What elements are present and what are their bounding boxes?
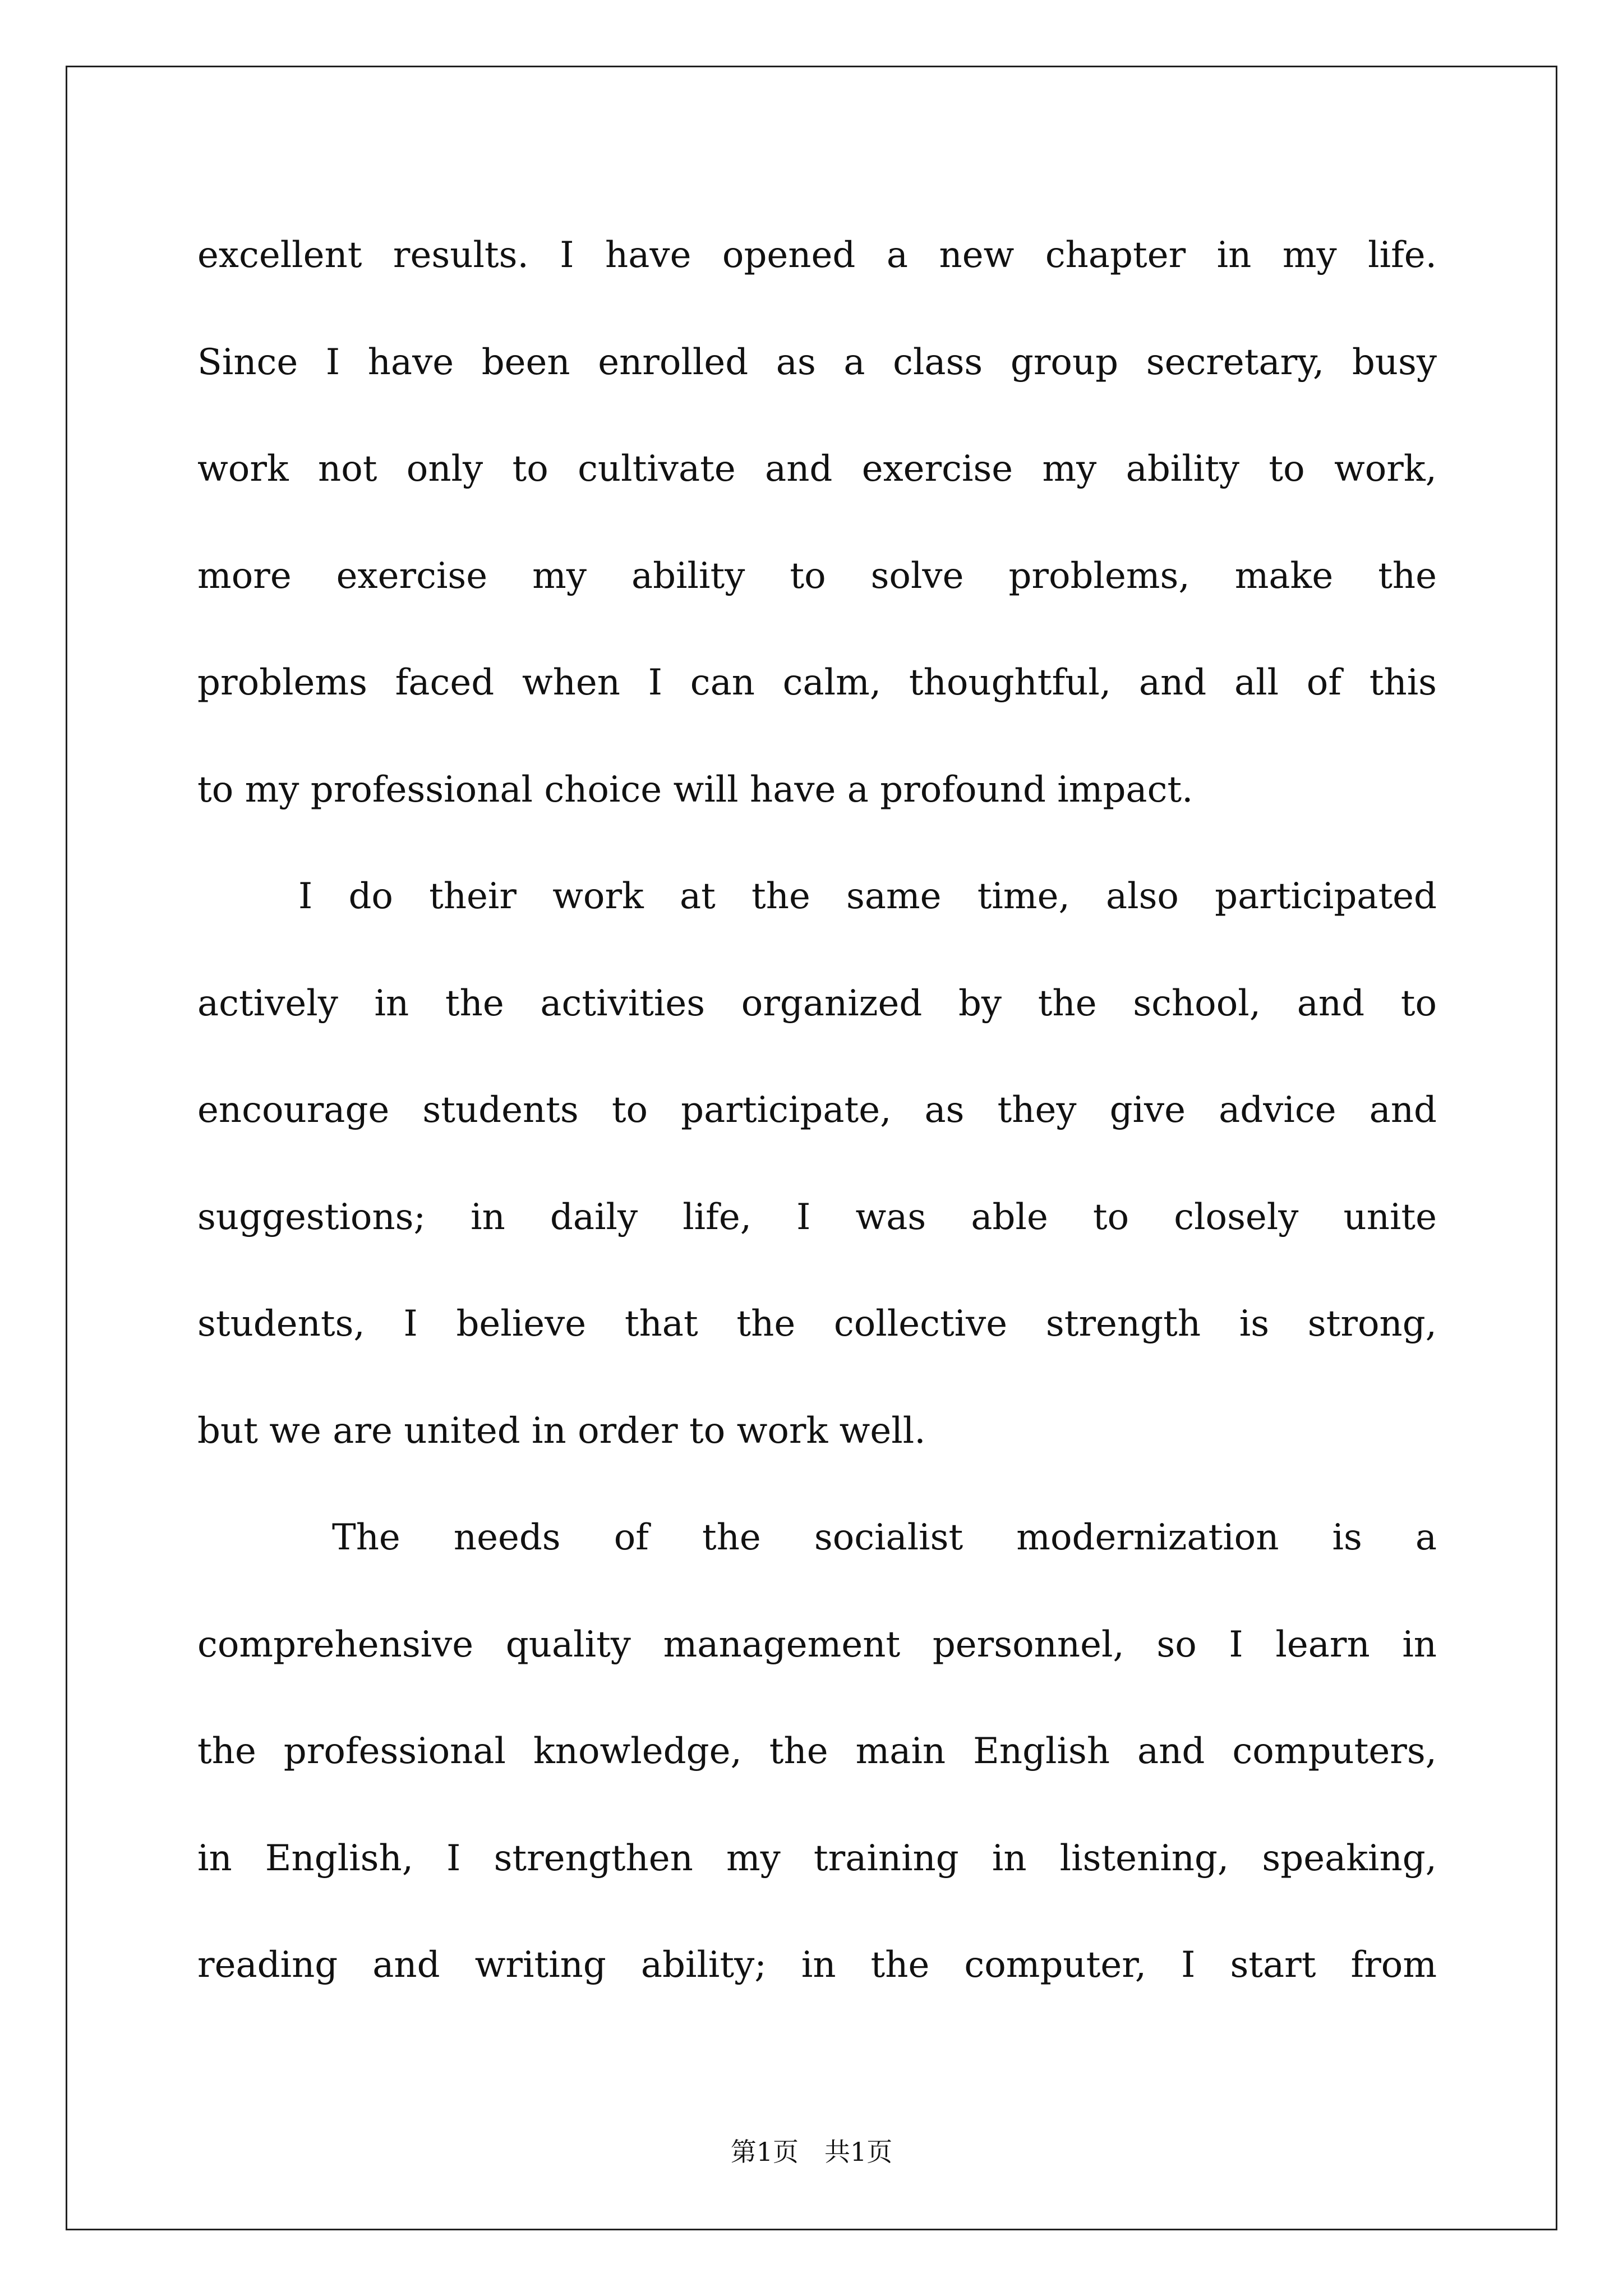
- text-line: problems faced when I can calm, thoughtful, and all of this: [197, 662, 1437, 703]
- text-line: I do their work at the same time, also participated: [298, 876, 1437, 917]
- page-number-label: 第1页: [730, 2137, 799, 2167]
- text-line: but we are united in order to work well.: [197, 1410, 926, 1452]
- text-line: reading and writing ability; in the computer, I start from: [197, 1944, 1437, 1986]
- document-body: [197, 202, 1437, 2019]
- text-line: students, I believe that the collective strength is strong,: [197, 1303, 1437, 1345]
- text-line: comprehensive quality management personnel, so I learn in: [197, 1623, 1437, 1665]
- text-line: encourage students to participate, as they give advice and: [197, 1089, 1437, 1131]
- text-line: suggestions; in daily life, I was able to closely unite: [197, 1196, 1437, 1238]
- text-line: to my professional choice will have a profound impact.: [197, 769, 1193, 811]
- text-line: Since I have been enrolled as a class group secretary, busy: [197, 341, 1437, 383]
- text-line: the professional knowledge, the main English and computers,: [197, 1731, 1437, 1772]
- page-footer: [0, 2132, 1623, 2169]
- text-line: in English, I strengthen my training in listening, speaking,: [197, 1837, 1437, 1879]
- text-line: excellent results. I have opened a new chapter in my life.: [197, 234, 1437, 276]
- text-line: The needs of the socialist modernization is a: [332, 1517, 1437, 1558]
- page-total-label: 共1页: [824, 2137, 893, 2167]
- text-line: more exercise my ability to solve problems, make the: [197, 555, 1437, 597]
- text-line: actively in the activities organized by the school, and to: [197, 982, 1437, 1024]
- text-line: work not only to cultivate and exercise my ability to work,: [197, 448, 1437, 490]
